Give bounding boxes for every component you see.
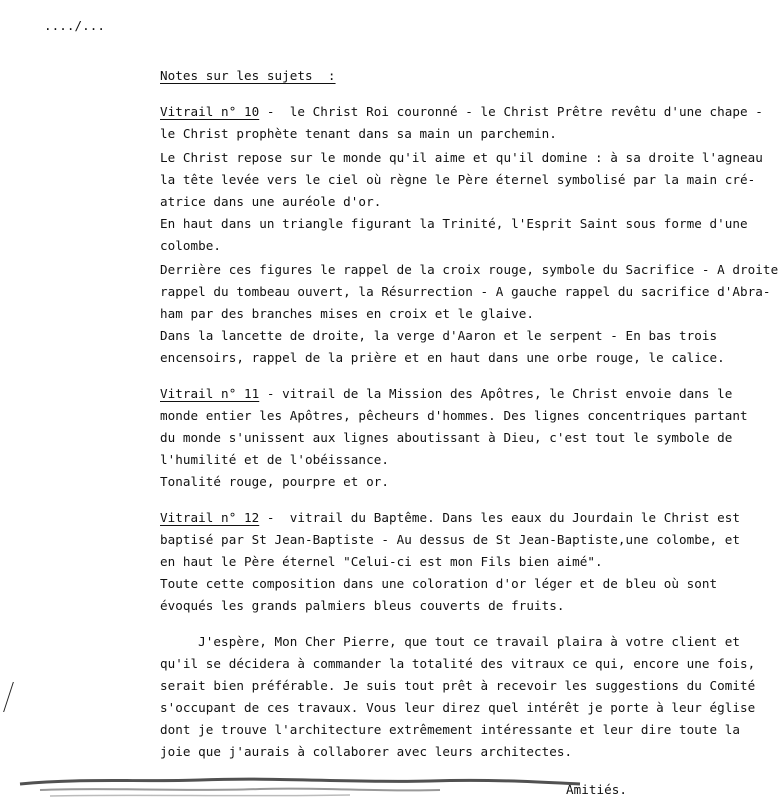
- vitrail-11-line: du monde s'unissent aux lignes aboutissant à Dieu, c'est tout le symbole de: [160, 430, 733, 445]
- vitrail-10-line: - le Christ Roi couronné - le Christ Prêtre revêtu d'une chape -: [259, 104, 763, 119]
- scan-edge-mark: [0, 682, 14, 712]
- vitrail-10-line: encensoirs, rappel de la prière et en haut dans une orbe rouge, le calice.: [160, 350, 725, 365]
- scan-smudge: [20, 770, 710, 800]
- vitrail-10-line: rappel du tombeau ouvert, la Résurrection - A gauche rappel du sacrifice d'Abra-: [160, 284, 771, 299]
- vitrail-10-heading: Vitrail n° 10: [160, 104, 260, 119]
- vitrail-10-line: Derrière ces figures le rappel de la croix rouge, symbole du Sacrifice - A droite: [160, 262, 778, 277]
- vitrail-11-first-line: [160, 386, 732, 402]
- continuation-mark: ..../...: [44, 18, 106, 33]
- vitrail-10-line: ham par des branches mises en croix et le glaive.: [160, 306, 534, 321]
- vitrail-12-line: baptisé par St Jean-Baptiste - Au dessus de St Jean-Baptiste,une colombe, et: [160, 532, 741, 547]
- vitrail-12-line: évoqués les grands palmiers bleus couverts de fruits.: [160, 598, 565, 613]
- vitrail-10-line: colombe.: [160, 238, 222, 253]
- letter-line: joie que j'aurais à collaborer avec leurs architectes.: [160, 744, 573, 759]
- letter-line: dont je trouve l'architecture extrêmement intéressante et leur dire toute la: [160, 722, 741, 737]
- vitrail-11-line: monde entier les Apôtres, pêcheurs d'hommes. Des lignes concentriques partant: [160, 408, 748, 423]
- vitrail-12-heading: Vitrail n° 12: [160, 510, 260, 525]
- vitrail-10-line: Dans la lancette de droite, la verge d'Aaron et le serpent - En bas trois: [160, 328, 718, 343]
- vitrail-12-line: Toute cette composition dans une coloration d'or léger et de bleu où sont: [160, 576, 718, 591]
- vitrail-11-line: - vitrail de la Mission des Apôtres, le Christ envoie dans le: [259, 386, 733, 401]
- letter-line: J'espère, Mon Cher Pierre, que tout ce travail plaira à votre client et: [160, 634, 741, 649]
- letter-line: qu'il se décidera à commander la totalité des vitraux ce qui, encore une fois,: [160, 656, 756, 671]
- closing: Amitiés.: [566, 782, 628, 797]
- vitrail-10-line: En haut dans un triangle figurant la Trinité, l'Esprit Saint sous forme d'une: [160, 216, 748, 231]
- vitrail-10-first-line: [160, 104, 763, 120]
- letter-line: serait bien préférable. Je suis tout prêt à recevoir les suggestions du Comité: [160, 678, 756, 693]
- vitrail-11-line: l'humilité et de l'obéissance.: [160, 452, 389, 467]
- vitrail-12-line: - vitrail du Baptême. Dans les eaux du Jourdain le Christ est: [259, 510, 741, 525]
- vitrail-10-line: Le Christ repose sur le monde qu'il aime et qu'il domine : à sa droite l'agneau: [160, 150, 763, 165]
- notes-title: Notes sur les sujets :: [160, 68, 336, 83]
- vitrail-10-line: la tête levée vers le ciel où règne le Père éternel symbolisé par la main cré-: [160, 172, 756, 187]
- vitrail-12-first-line: [160, 510, 740, 526]
- vitrail-12-line: en haut le Père éternel "Celui-ci est mon Fils bien aimé".: [160, 554, 603, 569]
- vitrail-10-line: le Christ prophète tenant dans sa main un parchemin.: [160, 126, 557, 141]
- vitrail-11-heading: Vitrail n° 11: [160, 386, 260, 401]
- vitrail-10-line: atrice dans une auréole d'or.: [160, 194, 382, 209]
- vitrail-11-line: Tonalité rouge, pourpre et or.: [160, 474, 389, 489]
- letter-line: s'occupant de ces travaux. Vous leur direz quel intérêt je porte à leur église: [160, 700, 756, 715]
